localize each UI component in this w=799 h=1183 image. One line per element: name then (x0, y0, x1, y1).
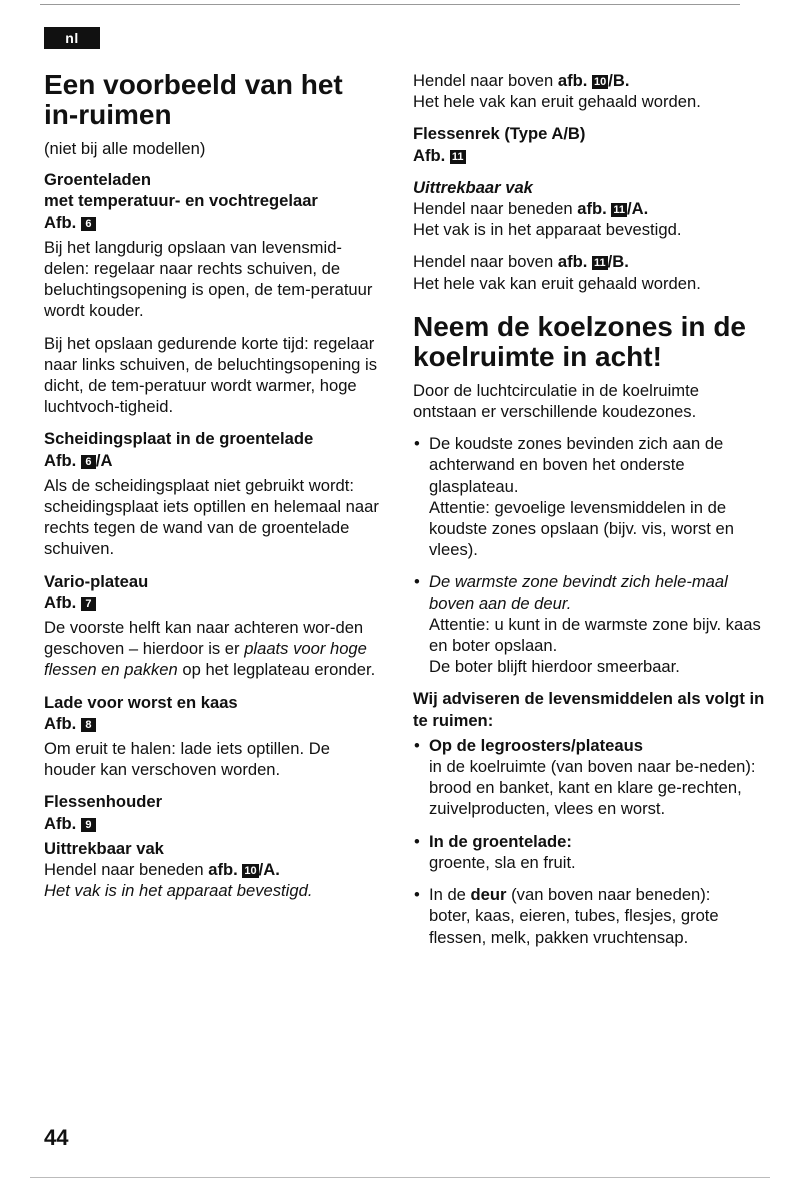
paragraph-short-storage: Bij het opslaan gedurende korte tijd: regelaar naar links schuiven, de beluchtingsopening is dicht, de tem-peratuur wordt warmer, hoge luchtvoch-tigheid. (44, 333, 378, 417)
heading-pull-out-compartment-2: Uittrekbaar vak (413, 177, 533, 197)
heading-sausage-cheese-drawer: Lade voor worst en kaas (44, 692, 238, 712)
figure-ref: Afb. 9 (44, 813, 384, 834)
lever-down-line-2: Hendel naar beneden afb. 11 /A. (413, 199, 649, 219)
figure-ref: Afb. 6 /A (44, 450, 113, 470)
advice-list (413, 735, 765, 948)
paragraph-divider-plate: Als de scheidingsplaat niet gebruikt wordt: scheidingsplaat iets optillen en helemaal naar rechts tegen de wand van de groentelade schuiven. (44, 475, 379, 559)
heading-temp-humidity-control: met temperatuur- en vochtregelaar (44, 191, 318, 211)
subtitle-not-all-models: (niet bij alle modellen) (44, 139, 206, 158)
section-title-example: Een voorbeeld van het in-ruimen (44, 69, 343, 130)
list-item: • In de groentelade: groente, sla en fruit. (413, 831, 765, 873)
top-rule (40, 4, 740, 5)
paragraph-air-circulation: Door de luchtcirculatie in de koelruimte ontstaan er verschillende koudezones. (413, 380, 699, 422)
figure-number-badge: 10 (594, 76, 607, 88)
heading-divider-plate: Scheidingsplaat in de groentelade (44, 429, 314, 449)
right-column: Hendel naar boven afb. 10 /B. Het hele vak kan eruit gehaald worden. Flessenrek (Type A/B) Afb. 11 Uittrekbaar vak Hendel naar beneden afb. 11 /A. Het vak is in het apparaat bevestigd. Hendel naar boven afb. 11 /B. Het hele vak kan eruit gehaald worden. Neem de koelzones in de koelruimte in acht! Door de luchtcirculatie in de koelruimte ontstaan er verschillende koudezones. • De koudste zones bevinden zich aan de achterwand en boven het onderste glasplateau. Attentie: gevoelige levensmiddelen in de koudste zones opslaan (bijv. vis, worst en vlees). • De warmste zone bevindt zich hele-maal boven aan de deur. Attentie: u kunt in de warmste zone bijv. kaas en boter opslaan. De boter blijft hierdoor smeerbaar. Wij adviseren de levensmiddelen als volgt in te ruimen: • Op de legroosters/plateaus in de koelruimte (van boven naar be-neden): brood en banket, kant en klare ge-rechten, zuivelproducten, vlees en worst. • In de groentelade: groente, sla en fruit. • In de deur (van boven naar beneden): boter, kaas, eieren, tubes, flesjes, grote flessen, melk, pakken vruchtensap. (413, 70, 765, 959)
figure-ref: Afb. 7 (44, 592, 384, 613)
list-item: • Op de legroosters/plateaus in de koelruimte (van boven naar be-neden): brood en banket, kant en klare ge-rechten, zuivelproducten, vlees en worst. (413, 735, 765, 820)
figure-number-badge: 6 (81, 455, 96, 469)
heading-pull-out-compartment: Uittrekbaar vak (44, 838, 164, 858)
paragraph-drawer-removal: Om eruit te halen: lade iets optillen. De houder kan verschoven worden. (44, 739, 330, 780)
heading-vario-shelf: Vario-plateau (44, 571, 149, 591)
figure-ref: Afb. 6 (44, 212, 384, 233)
figure-number-badge: 11 (451, 150, 464, 163)
lever-up-block: Hendel naar boven afb. 10 /B. Het hele vak kan eruit gehaald worden. (413, 71, 701, 112)
paragraph-long-storage: Bij het langdurig opslaan van levensmid-delen: regelaar naar rechts schuiven, de beluchtingsopening is open, de tem-peratuur wordt kouder. (44, 237, 373, 321)
heading-vegetable-drawers: Groenteladen (44, 170, 151, 190)
figure-number-badge: 9 (81, 818, 96, 832)
lever-up-line-2: Hendel naar boven afb. 11 /B. (413, 252, 629, 272)
heading-bottle-rack: Flessenrek (Type A/B) (413, 124, 586, 144)
cooling-zones-list (413, 433, 765, 677)
compartment-fixed-line: Het vak is in het apparaat bevestigd. (44, 881, 313, 901)
figure-number-badge: 6 (81, 217, 96, 231)
figure-ref: Afb. 8 (44, 713, 384, 734)
heading-bottle-holder: Flessenhouder (44, 792, 163, 812)
figure-number-badge: 11 (594, 257, 606, 270)
figure-number-badge: 10 (244, 865, 257, 878)
paragraph-vario-shelf: De voorste helft kan naar achteren wor-den geschoven – hierdoor is er plaats voor hoge flessen en pakken op het legplateau eronder. (44, 618, 376, 680)
section-title-cooling-zones: Neem de koelzones in de koelruimte in acht! (413, 310, 746, 372)
figure-number-badge: 7 (81, 597, 96, 611)
list-item: • De koudste zones bevinden zich aan de achterwand en boven het onderste glasplateau. Attentie: gevoelige levensmiddelen in de koudste zones opslaan (bijv. vis, worst en vlees). (413, 433, 765, 560)
left-column (44, 70, 384, 902)
language-tag: nl (44, 27, 100, 49)
list-item: • De warmste zone bevindt zich hele-maal boven aan de deur. Attentie: u kunt in de warmste zone bijv. kaas en boter opslaan. De boter blijft hierdoor smeerbaar. (413, 571, 765, 677)
lever-down-line: Hendel naar beneden afb. 10 /A. (44, 860, 280, 880)
page-number: 44 (44, 1125, 69, 1150)
heading-advice: Wij adviseren de levensmiddelen als volgt in te ruimen: (413, 689, 765, 730)
figure-number-badge: 8 (81, 718, 96, 732)
figure-ref: Afb. 11 (413, 145, 464, 165)
figure-number-badge: 11 (613, 204, 626, 217)
bottom-rule (30, 1177, 770, 1178)
list-item: • In de deur (van boven naar beneden): boter, kaas, eieren, tubes, flesjes, grote flessen, melk, pakken vruchtensap. (413, 884, 765, 948)
